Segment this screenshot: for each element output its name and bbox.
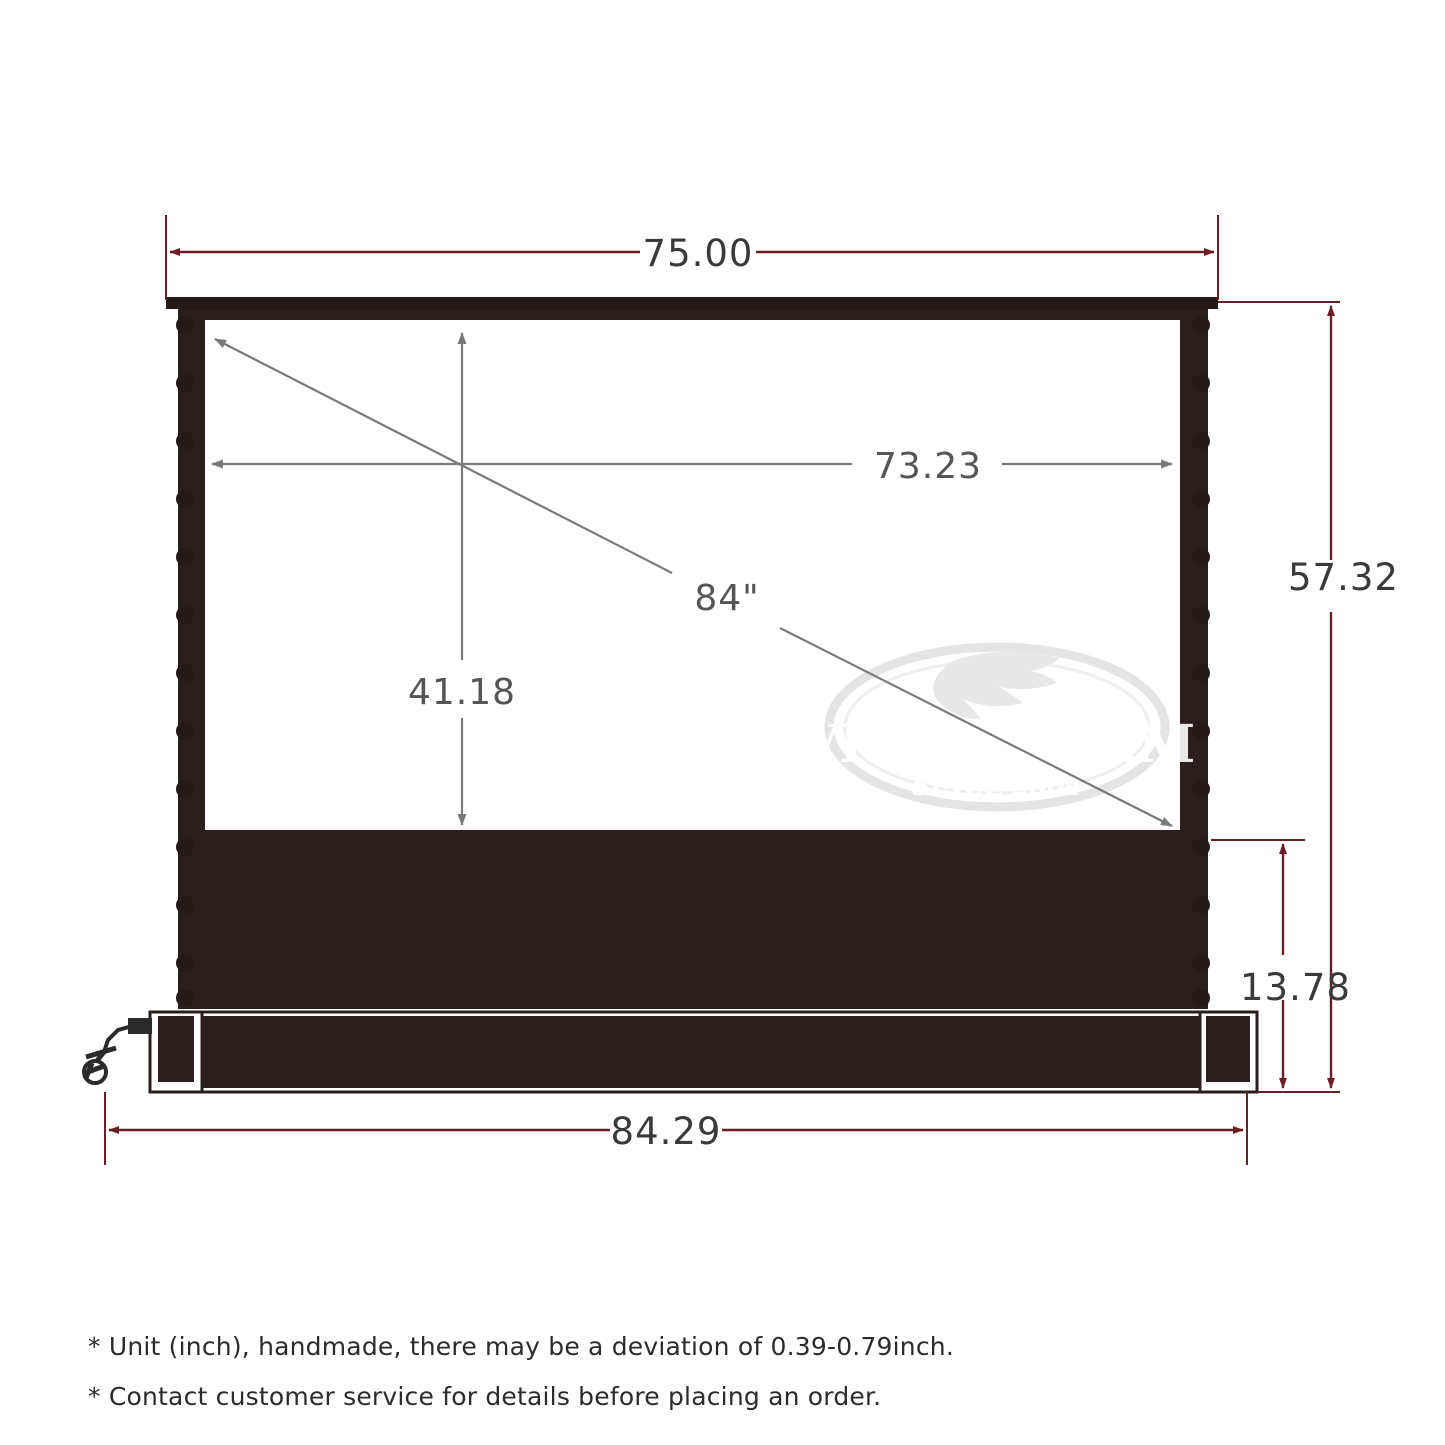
- note-unit-deviation: * Unit (inch), handmade, there may be a deviation of 0.39-0.79inch.: [88, 1332, 954, 1361]
- dimension-overall-width: [105, 1092, 1247, 1165]
- dimension-screen-width-label: 73.23: [873, 446, 983, 487]
- dimension-overall-height-label: 57.32: [1288, 556, 1399, 599]
- dimension-base-height-label: 13.78: [1240, 966, 1351, 1009]
- screen-top-rail: [166, 297, 1218, 309]
- watermark-brand-text: VIVIDSTORM: [798, 714, 1196, 775]
- base-cabinet: [150, 1012, 1257, 1092]
- right-tension-rail: [1192, 309, 1210, 1009]
- dimension-top-width-label: 75.00: [642, 232, 754, 275]
- left-tension-rail: [176, 309, 194, 1009]
- dimension-top-width: [166, 215, 1218, 300]
- watermark-since-text: SINCE 2004: [912, 772, 1082, 801]
- dimension-diagonal-label: 84": [694, 578, 760, 619]
- note-contact-service: * Contact customer service for details before placing an order.: [88, 1382, 882, 1411]
- dimension-overall-width-label: 84.29: [610, 1110, 722, 1153]
- power-cord-and-plug: [84, 1018, 152, 1083]
- dimension-screen-height-label: 41.18: [407, 672, 517, 713]
